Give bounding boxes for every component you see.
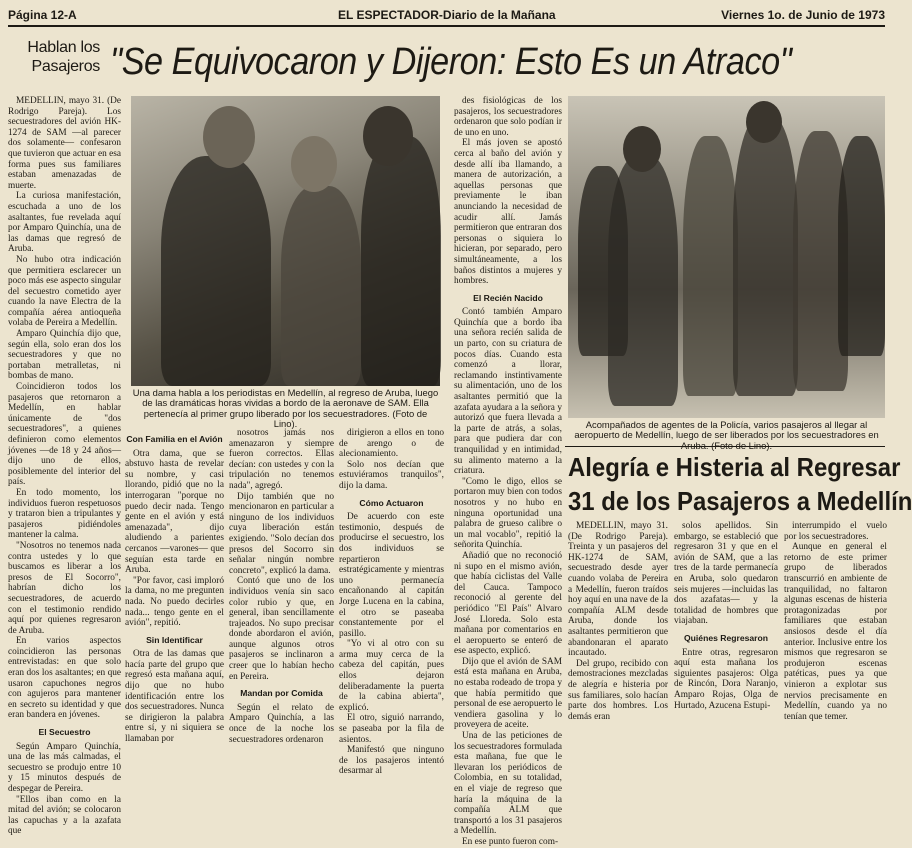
news-photo-passengers-with-police [568, 96, 885, 418]
paragraph: De acuerdo con este testimonio, después de producirse el secuestro, los dos individuos se repartieron estratégicamente y mientras uno permanecía encañonando al capitán Jorge Lucena en la cabina, el otro se paseaba constantemente por el pasillo. [339, 512, 444, 639]
article-column-2 [121, 428, 224, 745]
masthead-rule [8, 25, 885, 27]
paragraph: Del grupo, recibido con demostraciones mezcladas de alegría e histeria por sus familiares, solo hacían parte dos hombres. Los demás eran [568, 658, 668, 722]
paragraph: dirigieron a ellos en tono de arengo o de alecionamiento. [339, 428, 444, 460]
paragraph: MEDELLIN, mayo 31. (De Rodrigo Pareja). Treinta y un pasajeros del HK-1274 de SAM, secuestrado desde ayer cuando volaba de Pereira a Medellín, fueron traídos hoy aquí en una nave de la compañía ALM desde Aruba, donde los asaltantes permitieron que abandonaran el aparato incautado. [568, 521, 668, 659]
paragraph: "Nosotros no tenemos nada contra ustedes y lo que buscamos es liberar a los presos de El Socorro", habrían dicho los secuestradores, de acuerdo con el testimonio rendido aquí por quienes regresaron de Aruba. [8, 540, 121, 636]
news-photo-woman-with-reporters [131, 96, 440, 386]
headline-line-1: Alegría e Histeria al Regresar [568, 452, 901, 482]
paragraph: Amparo Quinchía dijo que, según ella, solo eran dos los secuestradores y que no portaban metralletas, ni bombas de mano. [8, 329, 121, 382]
paragraph: En varios aspectos coincidieron las personas entrevistadas: en que solo eran dos los asaltantes; en que usaron capuchones negros con agujeros para mantener en secreto su identidad y que eran bandera en jóvenes. [8, 636, 121, 721]
kicker: Hablan los Pasajeros [27, 39, 100, 75]
paragraph: No hubo otra indicación que permitiera esclarecer un poco más ese aspecto singular del secuestro cometido ayer cuando la nave Electra de la compañía aérea antioqueña volaba de Pereira a Medellín. [8, 254, 121, 329]
article2-column-1 [568, 521, 668, 722]
subheading: El Recién Nacido [473, 292, 543, 303]
paragraph: El otro, siguió narrando, se paseaba por la fila de asientos. [339, 713, 444, 745]
paragraph: Manifestó que ninguno de los pasajeros intentó desarmar al [339, 745, 444, 777]
paragraph: "Por favor, casi imploró la dama, no me pregunten nada. No puedo decirles nada... tengo gente en el avión", repitió. [125, 575, 224, 629]
paragraph: des fisiológicas de los pasajeros, los secuestradores ordenaron que solo podían ir de uno en uno. [454, 96, 562, 138]
paragraph: Añadió que no reconoció ni supo en el mismo avión, que había ciclistas del Valle del Cauca. Tampoco reconoció al gerente del periódico "El País" Alvaro José Lloreda. Solo esta mañana por comentarios en el aeropuerto se enteró de ese aspecto, explicó. [454, 550, 562, 657]
paragraph: interrumpido el vuelo por los secuestradores. [784, 521, 887, 542]
page-number: Página 12-A [8, 8, 77, 22]
paragraph: En ese punto fueron com- [462, 836, 559, 847]
paragraph: Una de las peticiones de los secuestradores formulada esta mañana, fue que le llevaran los periódicos de Colombia, en su totalidad, en el viaje de regreso que haría la máquina de la compañía ALM que transportó a los 31 pasajeros a Medellín. [454, 731, 562, 837]
photo-caption: Una dama habla a los periodistas en Medellín, al regreso de Aruba, luego de las dramáticas horas vividas a bordo de la aeronave de SAM. Ella pertenecía al primer grupo liberado por los secuestradores. (Foto de Lino). [132, 387, 439, 430]
paragraph: En todo momento, los individuos fueron respetuosos y trataron bien a tripulantes y pasajeros pidiéndoles mantener la calma. [8, 487, 121, 541]
article-column-4 [339, 428, 444, 777]
masthead [8, 4, 885, 24]
paragraph: Según el relato de Amparo Quinchía, a las once de la noche los secuestradores ordenaron [229, 702, 334, 745]
headline-line-2: 31 de los Pasajeros a Medellín [568, 486, 912, 516]
paragraph: La curiosa manifestación, escuchada a uno de los asaltantes, fue revelada aquí por Amparo Quinchía, una de las damas que regresó de Aruba. [8, 191, 121, 255]
paragraph: "Yo vi al otro con su arma muy cerca de la cabeza del capitán, pues ellos dejaron deliberadamente la puerta de la cabina abierta", explicó. [339, 639, 444, 713]
paragraph: Otra de las damas que hacía parte del grupo que regresó esta mañana aquí, dijo que no hubo identificación entre los dos secuestradores. Nunca se dirigieron la palabra entre sí, y ni siquiera se llamaban por [125, 649, 224, 745]
paragraph: solos apellidos. Sin embargo, se estableció que regresaron 31 y que en el avión de SAM, que a las tres de la tarde permanecía en Aruba, solo quedaron seis mujeres —incluidas las dos azafatas— y la totalidad de hombres que viajaban. [674, 521, 778, 627]
subheading: Mandan por Comida [240, 688, 323, 699]
paragraph: Solo nos decían que estuviéramos tranquilos", dijo la dama. [339, 459, 444, 491]
paragraph: Contó también Amparo Quinchía que a bordo iba una señora recién salida de un parto, con su criatura de pocos días. Cuando esta comenzó a llorar, reclamando instintivamente su alimentación, uno de los asaltantes permitió que la azafata ayudara a la señora y autorizó que fuera llevada a la parte de atrás, a solas, para que pudiera dar con tranquilidad y en intimidad, su alimento materno a la criatura. [454, 307, 562, 477]
paragraph: Otra dama, que se abstuvo hasta de revelar su nombre, y casi llorando, pidió que no la interrogaran "porque no puedo decir nada. Tengo gente en el avión y está amenazada", dijo aludiendo a parientes cercanos —varones— que seguían esta tarde en Aruba. [125, 448, 224, 576]
article2-column-2 [674, 521, 778, 711]
paragraph: Según Amparo Quinchía, una de las más calmadas, el secuestro se produjo entre 10 y 15 minutos después de despegar de Pereira. [8, 741, 121, 794]
subheading: El Secuestro [38, 727, 91, 738]
paragraph: Entre otras, regresaron aquí esta mañana los siguientes pasajeros: Olga de Rincón, Dora Naranjo, Amparo Rojas, Olga de Hurtado, Azucena Estupi- [674, 647, 778, 711]
subheading: Cómo Actuaron [359, 497, 424, 508]
paragraph: MEDELLIN, mayo 31. (De Rodrigo Pareja). Los secuestradores del avión HK-1274 de SAM —al parecer dos solamente— confesaron que tuvieron que actuar en esa forma pues sus familiares estaban amenazadas de muerte. [8, 96, 121, 191]
article-column-1 [8, 96, 121, 837]
paragraph: El más joven se apostó cerca al baño del avión y desde allí iba llamando, a manera de autorización, a aquellas personas que previamente le iban anunciando la necesidad de acudir allí. Jamás permitieron que entraran dos personas o siquiera lo hicieran, por separado, pero simultáneamente, a los baños distintos a mujeres y hombres. [454, 138, 562, 287]
paragraph: nosotros jamás nos amenazaron y siempre fueron correctos. Ellas decían: con ustedes y con la tripulación no tenemos nada", agregó. [229, 428, 334, 491]
paragraph: "Ellos iban como en la mitad del avión; se colocaron las capuchas y a la azafata que [8, 794, 121, 837]
article2-column-3 [784, 521, 887, 722]
paragraph: Dijo que el avión de SAM está esta mañana en Aruba, no estaba rodeado de tropa y que había permitido que personal de ese aeropuerto le vendiera gasolina y lo proveyera de aceite. [454, 656, 562, 731]
paragraph: Aunque en general el retorno de este primer grupo de liberados transcurrió en ambiente de tranquilidad, no faltaron algunas escenas de histeria protagonizadas por familiares que estaban ansiosos desde el día anterior. Inclusive entre los mismos que regresaron se produjeron escenas patéticas, pues ya que vinieron a explotar sus nervios precisamente en Medellín, cuando ya no tenían que temer. [784, 542, 887, 722]
article-column-5 [454, 96, 562, 847]
headline: "Se Equivocaron y Dijeron: Esto Es un Atraco" [110, 41, 792, 83]
issue-date: Viernes 1o. de Junio de 1973 [721, 8, 885, 22]
newspaper-name: EL ESPECTADOR-Diario de la Mañana [338, 8, 556, 22]
paragraph: Dijo también que no mencionaron en particular a ninguno de los individuos cuya liberación están exigiendo. "Solo decían dos presos del Socorro sin señalar ningún nombre concreto", explicó la dama. [229, 491, 334, 576]
paragraph: Coincidieron todos los pasajeros que retornaron a Medellín, en hablar únicamente de "dos secuestradores", a quienes definieron como elementos jóvenes —de 18 y 24 años— dijo uno de ellos, posiblemente del interior del país. [8, 382, 121, 488]
paragraph: "Como le digo, ellos se portaron muy bien con todos nosotros y no hubo en ninguna oportunidad una palabra de grueso calibre o un mal vocablo", repitió la señorita Quinchía. [454, 476, 562, 551]
subheading: Quiénes Regresaron [683, 632, 769, 643]
subheading: Con Familia en el Avión [126, 434, 223, 444]
section-rule [565, 446, 885, 447]
subheading: Sin Identificar [146, 634, 203, 645]
photo-caption: Acompañados de agentes de la Policía, varios pasajeros al llegar al aeropuerto de Medellín, luego de ser liberados por los secuestradores en Aruba. (Foto de Lino). [574, 419, 879, 451]
paragraph: Contó que uno de los individuos venía sin saco color rubio y que, en general, iban sencillamente trajeados. No supo precisar donde abordaron el avión, aunque algunos otros pasajeros se inclinaron a creer que lo habían hecho en Pereira. [229, 576, 334, 682]
article-column-3 [229, 428, 334, 745]
